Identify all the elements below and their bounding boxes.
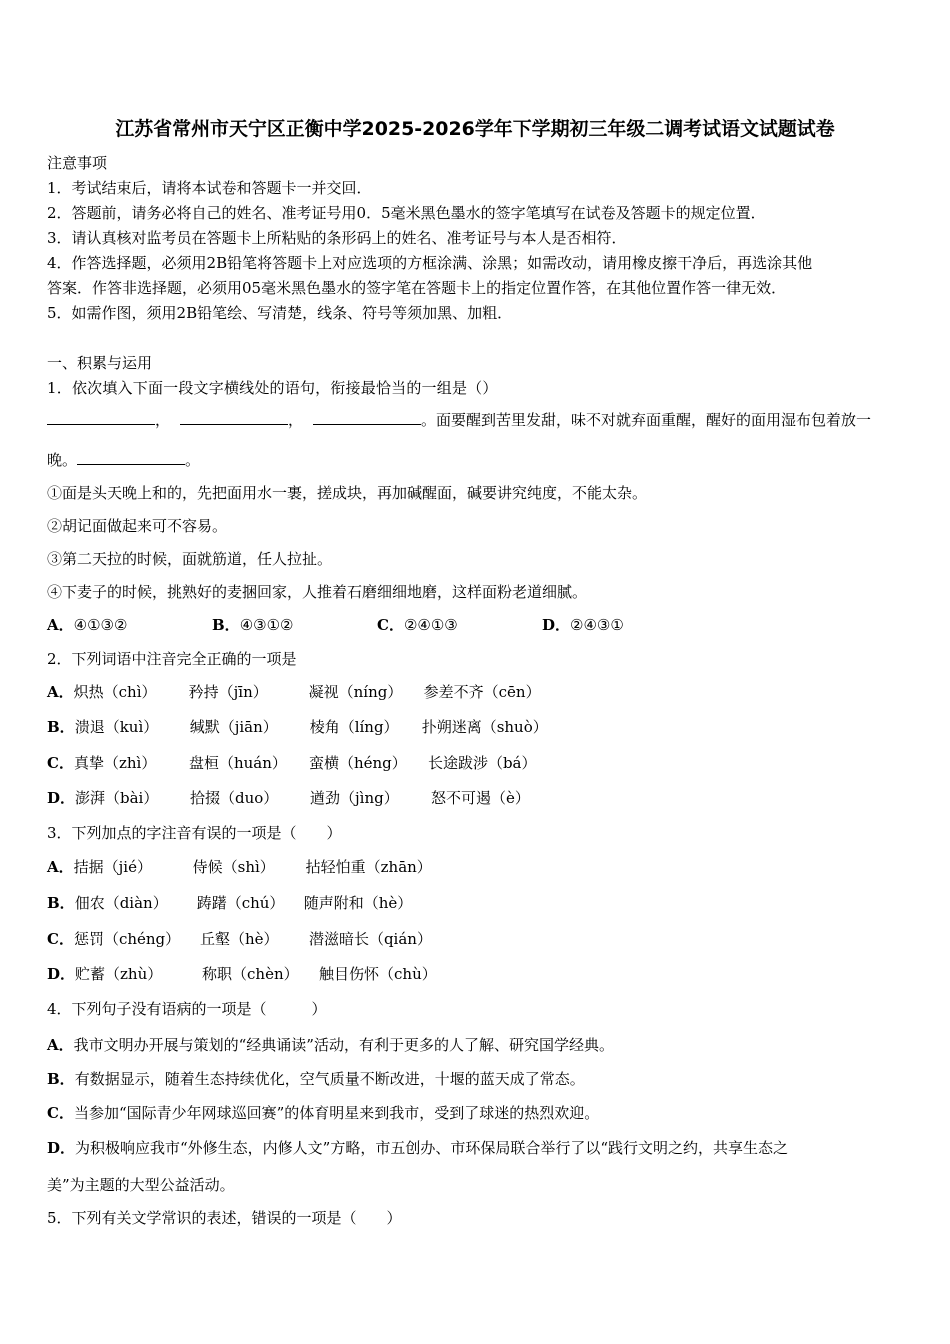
question-1-item: ①面是头天晚上和的，先把面用水一裹，搓成块，再加碱醒面，碱要讲究纯度，不能太杂。: [47, 484, 648, 502]
word: 踌躇（chú）: [196, 894, 285, 912]
word: 潜滋暗长（qián）: [308, 930, 432, 948]
word: 蛮横（héng）: [308, 754, 407, 772]
option-label: C．: [47, 1104, 74, 1122]
question-2-option-a[interactable]: [47, 681, 541, 702]
question-4-stem: 4．下列句子没有语病的一项是（ ）: [47, 1000, 327, 1018]
question-4-option-a[interactable]: [47, 1034, 614, 1055]
answer-blank[interactable]: [47, 409, 155, 425]
option-label: D．: [47, 789, 76, 807]
answer-blank[interactable]: [180, 409, 288, 425]
word: 佃农（diàn）: [74, 894, 168, 912]
word: 扑朔迷离（shuò）: [421, 718, 548, 736]
option-b[interactable]: B．④③①②: [212, 616, 294, 634]
question-3-stem: 3．下列加点的字注音有误的一项是（ ）: [47, 824, 342, 842]
option-d[interactable]: D．②④③①: [542, 616, 624, 634]
question-1-passage: [47, 409, 871, 430]
word: 怒不可遏（è）: [431, 789, 530, 807]
option-label: B．: [47, 894, 75, 912]
word: 溃退（kuì）: [74, 718, 159, 736]
punct: ，: [155, 411, 171, 429]
punct: 。: [185, 451, 201, 469]
question-4-option-d-cont: 美”为主题的大型公益活动。: [47, 1176, 235, 1194]
question-1-item: ④下麦子的时候，挑熟好的麦捆回家，人推着石磨细细地磨，这样面粉老道细腻。: [47, 583, 588, 601]
question-2-stem: 2．下列词语中注音完全正确的一项是: [47, 650, 297, 668]
word: 盘桓（huán）: [188, 754, 287, 772]
option-label: A．: [47, 1036, 74, 1054]
notice-item: 5．如需作图，须用2B铅笔绘、写清楚，线条、符号等须加黑、加粗．: [47, 304, 513, 322]
question-2-option-b[interactable]: [47, 716, 548, 737]
question-2-option-c[interactable]: [47, 752, 537, 773]
word: 真挚（zhì）: [73, 754, 157, 772]
option-label: B．: [47, 718, 75, 736]
question-4-option-b[interactable]: [47, 1068, 585, 1089]
notice-item: 1．考试结束后，请将本试卷和答题卡一并交回．: [47, 179, 372, 197]
word: 缄默（jiān）: [189, 718, 278, 736]
option-text: 为积极响应我市“外修生态，内修人文”方略，市五创办、市环保局联合举行了以“践行文明之约，共享生态之: [75, 1139, 789, 1157]
word: 长途跋涉（bá）: [427, 754, 537, 772]
passage-text: 。面要醒到苦里发甜，味不对就弃面重醒，醒好的面用湿布包着放一: [421, 411, 872, 429]
question-3-option-b[interactable]: [47, 892, 412, 913]
word: 侍候（shì）: [192, 858, 275, 876]
word: 丘壑（hè）: [199, 930, 279, 948]
word: 炽热（chì）: [73, 683, 157, 701]
notice-item: 2．答题前，请务必将自己的姓名、准考证号用0．5毫米黑色墨水的签字笔填写在试卷及答题卡的规定位置．: [47, 204, 766, 222]
word: 触目伤怀（chù）: [319, 965, 437, 983]
word: 称职（chèn）: [202, 965, 299, 983]
word: 贮蓄（zhù）: [75, 965, 163, 983]
question-1-item: ②胡记面做起来可不容易。: [47, 517, 228, 535]
word: 澎湃（bài）: [75, 789, 159, 807]
word: 拾掇（duo）: [190, 789, 279, 807]
option-text: 当参加“国际青少年网球巡回赛”的体育明星来到我市，受到了球迷的热烈欢迎。: [73, 1104, 600, 1122]
question-4-option-c[interactable]: [47, 1102, 599, 1123]
word: 随声附和（hè）: [303, 894, 413, 912]
notice-heading: 注意事项: [47, 154, 108, 172]
option-label: D．: [47, 1139, 76, 1157]
section-heading: 一、积累与运用: [47, 354, 153, 372]
passage-text: 晚。: [47, 451, 78, 469]
question-1-passage-cont: [47, 449, 200, 470]
notice-item: 3．请认真核对监考员在答题卡上所粘贴的条形码上的姓名、准考证号与本人是否相符．: [47, 229, 627, 247]
answer-blank[interactable]: [313, 409, 421, 425]
word: 凝视（níng）: [308, 683, 403, 701]
word: 参差不齐（cēn）: [423, 683, 541, 701]
word: 棱角（líng）: [309, 718, 399, 736]
word: 惩罚（chéng）: [73, 930, 181, 948]
option-label: A．: [47, 858, 74, 876]
word: 拈轻怕重（zhān）: [305, 858, 432, 876]
answer-blank[interactable]: [77, 449, 185, 465]
question-2-option-d[interactable]: [47, 787, 530, 808]
page-title: 江苏省常州市天宁区正衡中学2025-2026学年下学期初三年级二调考试语文试题试卷: [115, 118, 835, 140]
notice-item: 答案．作答非选择题，必须用05毫米黑色墨水的签字笔在答题卡上的指定位置作答，在其他位置作答一律无效．: [47, 279, 787, 297]
punct: ，: [288, 411, 304, 429]
option-label: B．: [47, 1070, 75, 1088]
question-3-option-c[interactable]: [47, 928, 432, 949]
word: 拮据（jié）: [73, 858, 152, 876]
option-text: 我市文明办开展与策划的“经典诵读”活动，有利于更多的人了解、研究国学经典。: [73, 1036, 614, 1054]
word: 遒劲（jìng）: [310, 789, 399, 807]
option-label: C．: [47, 754, 74, 772]
option-label: A．: [47, 683, 74, 701]
question-1-item: ③第二天拉的时候，面就筋道，任人拉扯。: [47, 550, 333, 568]
word: 矜持（jīn）: [188, 683, 268, 701]
question-5-stem: 5．下列有关文学常识的表述，错误的一项是（ ）: [47, 1209, 402, 1227]
option-text: 有数据显示，随着生态持续优化，空气质量不断改进，十堰的蓝天成了常态。: [74, 1070, 585, 1088]
option-label: C．: [47, 930, 74, 948]
question-3-option-d[interactable]: [47, 963, 437, 984]
option-label: D．: [47, 965, 76, 983]
question-1-options: [47, 614, 624, 635]
question-4-option-d[interactable]: [47, 1137, 788, 1158]
notice-item: 4．作答选择题，必须用2B铅笔将答题卡上对应选项的方框涂满、涂黑；如需改动，请用橡皮擦干净后，再选涂其他: [47, 254, 813, 272]
question-3-option-a[interactable]: [47, 856, 432, 877]
question-1-stem: 1．依次填入下面一段文字横线处的语句，衔接最恰当的一组是（）: [47, 379, 498, 397]
option-c[interactable]: C．②④①③: [377, 616, 458, 634]
option-a[interactable]: A．④①③②: [47, 616, 128, 634]
